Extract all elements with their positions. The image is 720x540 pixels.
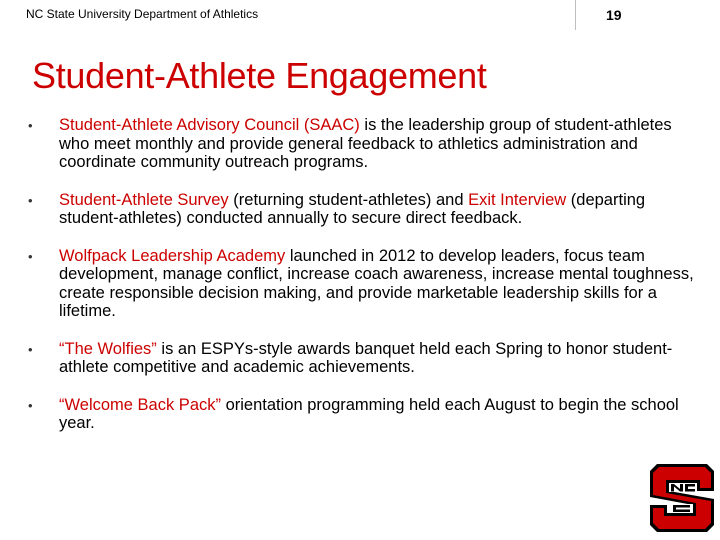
slide-title: Student-Athlete Engagement [32,55,487,96]
bullet-text-welcome-back: orientation programming held each August to begin the school year. [59,395,679,432]
bullet-list [28,116,698,452]
bullet-text-survey-2: (departing student-athletes) conducted annually to secure direct feedback. [59,190,646,227]
bullet-text-wolfies: is an ESPYs-style awards banquet held each Spring to honor student-athlete competitive and academic achievements. [59,339,673,376]
slide-header [0,0,720,30]
bullet-highlight-saac: Student-Athlete Advisory Council (SAAC) [59,116,360,134]
bullet-text-academy: launched in 2012 to develop leaders, focus team development, manage conflict, increase coach awareness, increase mental toughness, create responsible decision making, and provide marketable leadership skills for a lifetime. [59,246,694,320]
bullet-text-saac: is the leadership group of student-athletes who meet monthly and provide general feedback to athletics administration and coordinate community outreach programs. [59,116,672,171]
bullet-highlight-academy: Wolfpack Leadership Academy [59,246,286,265]
bullet-highlight-wolfies: “The Wolfies” [59,339,157,358]
bullet-item-survey [28,191,698,228]
bullet-highlight-exit-interview: Exit Interview [468,190,567,209]
bullet-item-academy [28,247,698,321]
page-number: 19 [606,7,622,23]
bullet-item-welcome-back [28,396,698,433]
bullet-item-saac [28,116,698,172]
bullet-item-wolfies [28,340,698,377]
header-divider [575,0,576,30]
bullet-text-survey-1: (returning student-athletes) and [228,190,469,209]
bullet-highlight-welcome-back: “Welcome Back Pack” [59,395,221,414]
bullet-highlight-survey: Student-Athlete Survey [59,190,229,209]
header-organization: NC State University Department of Athletics [26,7,259,21]
nc-state-block-s-logo-icon [647,463,715,533]
